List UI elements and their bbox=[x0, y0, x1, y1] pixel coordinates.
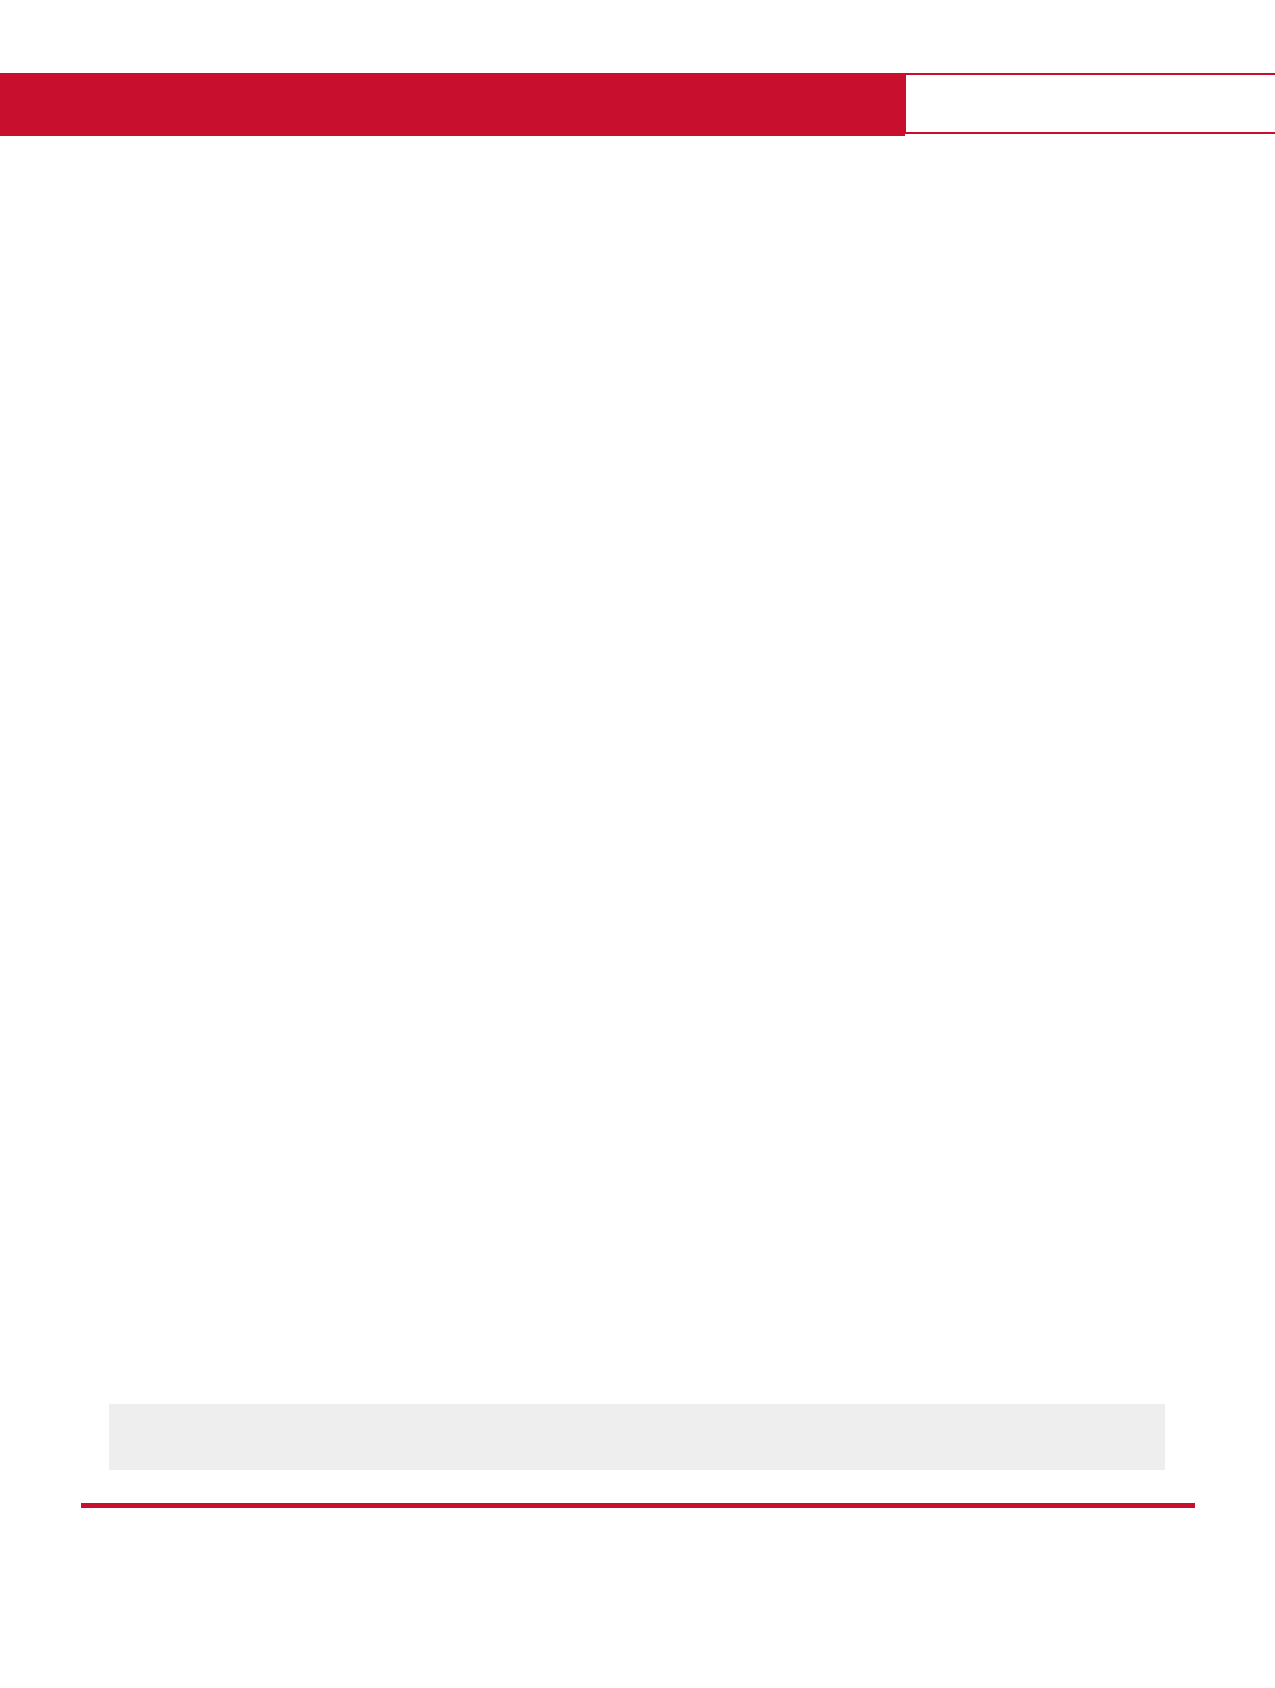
footer-rule bbox=[81, 1503, 1195, 1508]
figure-caption bbox=[109, 1404, 1165, 1470]
